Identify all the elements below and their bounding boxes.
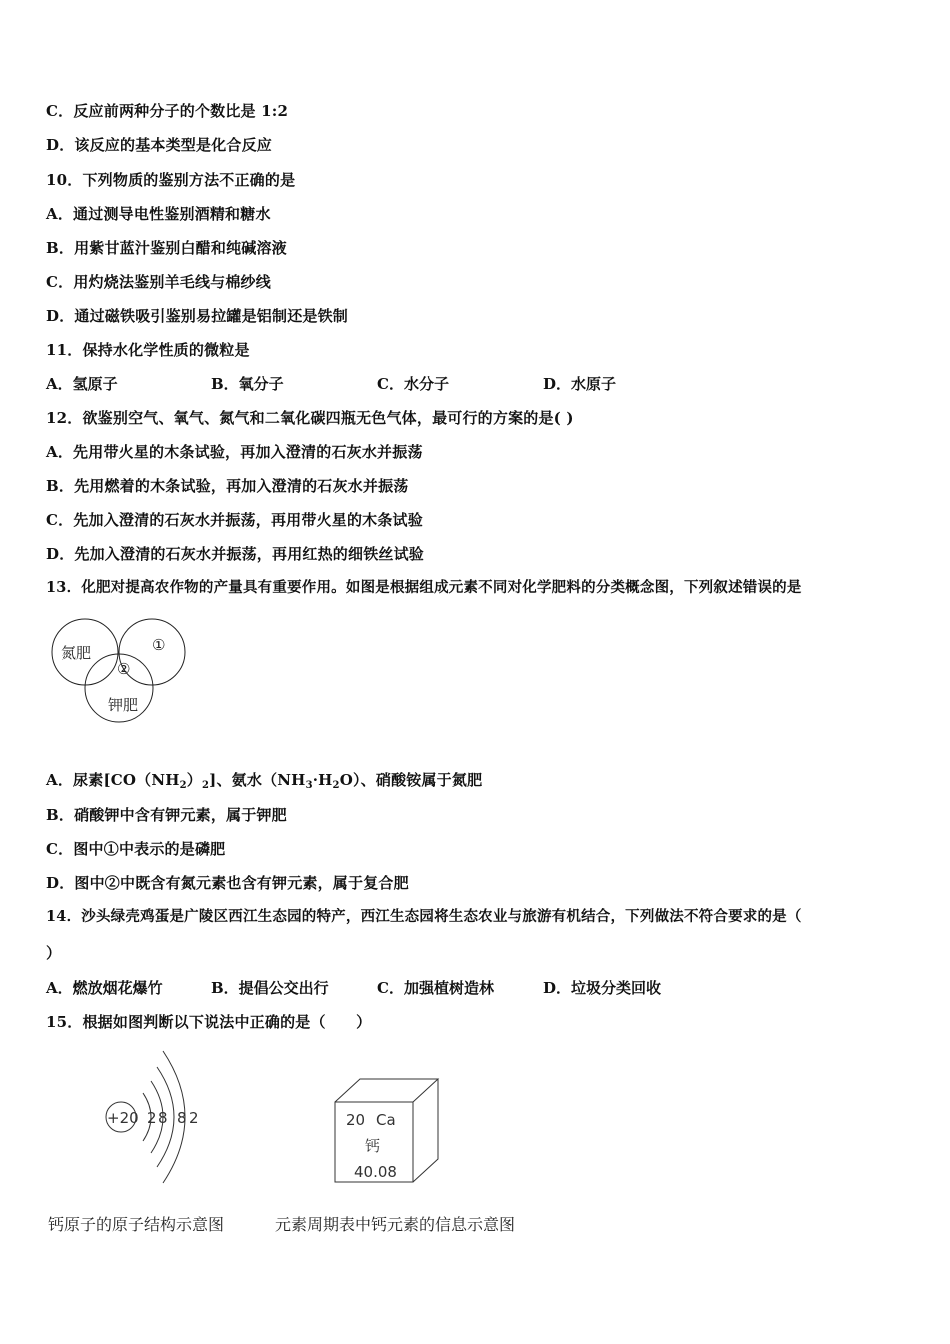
q9-option-d: D．该反应的基本类型是化合反应 <box>46 136 273 154</box>
q14-option-c: C．加强植树造林 <box>377 979 494 997</box>
q13-option-d: D．图中②中既含有氮元素也含有钾元素，属于复合肥 <box>46 874 409 892</box>
q14-option-a: A．燃放烟花爆竹 <box>46 979 163 997</box>
shell-1-electrons: 2 <box>147 1109 157 1127</box>
calcium-atom-structure-diagram <box>95 1045 215 1190</box>
q13-option-a: A．尿素$[CO(NH_2)_2]$、氨水$(NH_3\cdot H_2O)$、硝酸铵属于氮肥 <box>46 771 483 791</box>
venn-label-region-2: ② <box>117 660 131 678</box>
fertilizer-venn-diagram <box>48 612 198 724</box>
atomic-mass: 40.08 <box>354 1163 397 1181</box>
q10-option-a: A．通过测导电性鉴别酒精和糖水 <box>46 205 271 223</box>
shell-3-electrons: 8 <box>177 1109 187 1127</box>
shell-4-electrons: 2 <box>189 1109 199 1127</box>
element-diagram-caption: 元素周期表中钙元素的信息示意图 <box>275 1215 516 1234</box>
atom-diagram-caption: 钙原子的原子结构示意图 <box>48 1215 225 1234</box>
atomic-number: 20 <box>346 1111 366 1129</box>
q11-option-d: D．水原子 <box>543 375 617 393</box>
q11-option-c: C．水分子 <box>377 375 449 393</box>
q12-option-b: B．先用燃着的木条试验，再加入澄清的石灰水并振荡 <box>46 477 409 495</box>
venn-label-potassium: 钾肥 <box>108 696 139 714</box>
nucleus-charge: +20 <box>107 1109 139 1127</box>
q13-stem: 13．化肥对提高农作物的产量具有重要作用。如图是根据组成元素不同对化学肥料的分类概念图，下列叙述错误的是 <box>46 579 802 596</box>
q14-stem: 14．沙头绿壳鸡蛋是广陵区西江生态园的特产，西江生态园将生态农业与旅游有机结合，下列做法不符合要求的是（ <box>46 908 802 925</box>
q12-option-a: A．先用带火星的木条试验，再加入澄清的石灰水并振荡 <box>46 443 423 461</box>
q12-option-d: D．先加入澄清的石灰水并振荡，再用红热的细铁丝试验 <box>46 545 425 563</box>
q14-option-b: B．提倡公交出行 <box>211 979 329 997</box>
q11-stem: 11．保持水化学性质的微粒是 <box>46 341 250 359</box>
q11-option-a: A．氢原子 <box>46 375 118 393</box>
q13-option-c: C．图中①中表示的是磷肥 <box>46 840 226 858</box>
element-symbol: Ca <box>376 1111 396 1129</box>
venn-label-region-1: ① <box>152 636 166 654</box>
q10-option-b: B．用紫甘蓝汁鉴别白醋和纯碱溶液 <box>46 239 287 257</box>
shell-2-electrons: 8 <box>158 1109 168 1127</box>
q12-stem: 12．欲鉴别空气、氧气、氮气和二氧化碳四瓶无色气体，最可行的方案的是( ) <box>46 409 574 427</box>
q11-option-b: B．氧分子 <box>211 375 284 393</box>
venn-label-nitrogen: 氮肥 <box>61 644 92 662</box>
q14-option-d: D．垃圾分类回收 <box>543 979 662 997</box>
calcium-element-cube <box>330 1075 445 1187</box>
q13-option-b: B．硝酸钾中含有钾元素，属于钾肥 <box>46 806 287 824</box>
q14-stem-cont: ） <box>46 944 62 962</box>
q10-stem: 10．下列物质的鉴别方法不正确的是 <box>46 171 296 189</box>
q10-option-d: D．通过磁铁吸引鉴别易拉罐是铝制还是铁制 <box>46 307 349 325</box>
element-name: 钙 <box>365 1137 381 1155</box>
q15-stem: 15．根据如图判断以下说法中正确的是（ ） <box>46 1013 372 1031</box>
q10-option-c: C．用灼烧法鉴别羊毛线与棉纱线 <box>46 273 271 291</box>
q12-option-c: C．先加入澄清的石灰水并振荡，再用带火星的木条试验 <box>46 511 423 529</box>
q9-option-c: C．反应前两种分子的个数比是 1:2 <box>46 102 289 120</box>
